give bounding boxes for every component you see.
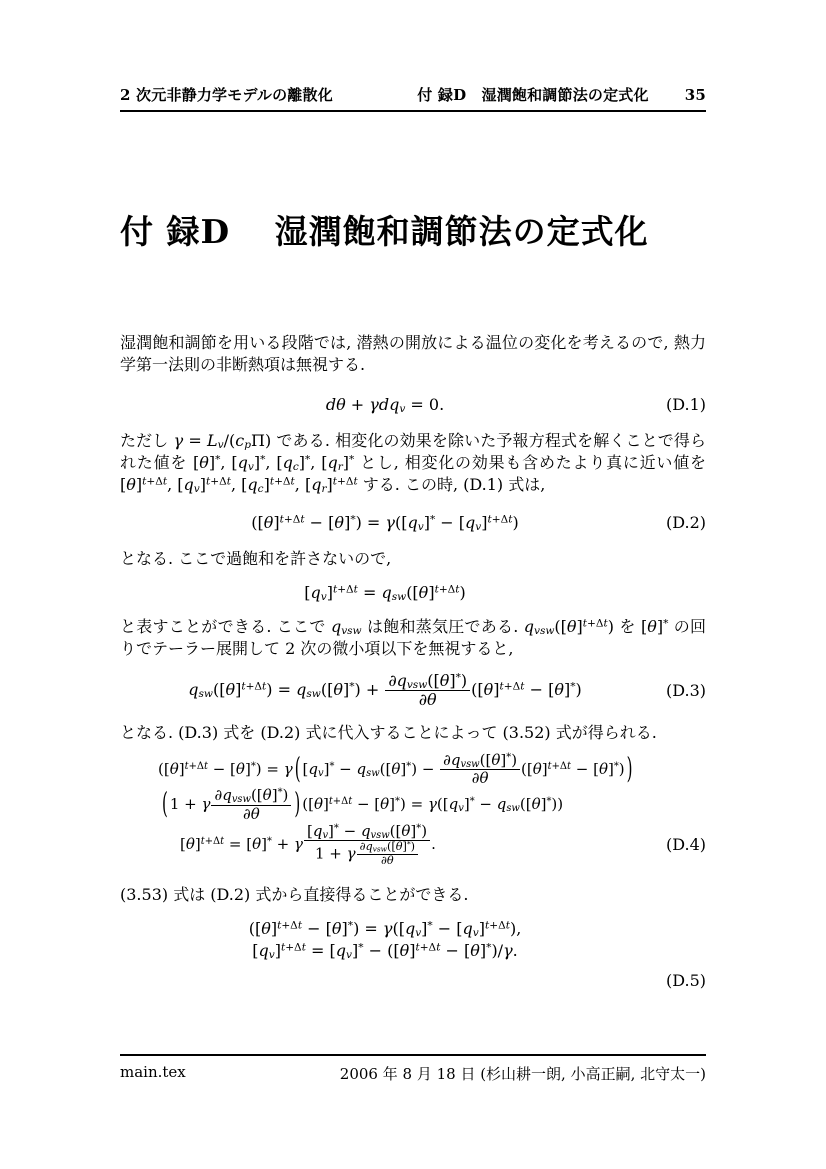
equation-d5-label-row (120, 970, 706, 992)
equation-d2-label: (D.2) (665, 513, 706, 532)
paragraph-taylor-expansion: と表すことができる. ここで $q_{vsw}$ は飽和蒸気圧である. $q_{vsw}([\theta]^{t+\Delta t})$ を [θ]* の回りでテーラー展開して 2 次の微小項以下を無視すると, (120, 617, 706, 658)
equation-d5-line2 (120, 940, 706, 962)
equation-d2 (120, 512, 706, 534)
equation-d1-label: (D.1) (665, 395, 706, 414)
equation-saturation-body: $[q_v]^{t+\Delta t} = q_{sw}([\theta]^{t+\Delta t})$ (304, 583, 466, 604)
equation-d5-line1 (120, 918, 706, 940)
appendix-title-text: 湿潤飽和調節法の定式化 (274, 212, 649, 251)
equation-d4-line2-body: ( 1 + γ $\frac{\partial q_{vsw}([\theta]^*)}{\partial\theta}$ ) $([\theta]^{t+\Delta t} - [\theta]^*) = \gamma([q_v]^* - q_{sw}([\theta]^*))$ (162, 786, 564, 823)
appendix-title (120, 206, 649, 253)
equation-d5-line2-body: $[q_v]^{t+\Delta t} = [q_v]^* - ([\theta]^{t+\Delta t} - [\theta]^*)/\gamma$. (252, 940, 518, 962)
running-header (120, 84, 706, 112)
equation-d4-line1-body: $([\theta]^{t+\Delta t} - [\theta]^*) = \gamma$ ( $[q_v]^* - q_{sw}([\theta]^*)$ − $\frac{\partial q_{vsw}([\theta]^*)}{\partial\theta}$ $([\theta]^{t+\Delta t} - [\theta]^*)$ ) (158, 750, 633, 788)
equation-d4-line1 (120, 752, 706, 788)
paragraph-substitution: となる. (D.3) 式を (D.2) 式に代入することによって (3.52) 式が得られる. (120, 722, 657, 742)
body-column (120, 332, 706, 992)
paragraph-gamma-definition: ただし $\gamma = L_v/(c_p\Pi)$ である. 相変化の効果を除いた予報方程式を解くことで得られた値を [θ]*, $[q_v]^*$, $[q_c]^*$, $[q_r]^*$ とし, 相変化の効果も含めたより真に近い値を $[\theta]^{t+\Delta t}$, $[q_v]^{t+\Delta t}$, $[q_c]^{t+\Delta t}$, $[q_r]^{t+\Delta t}$ する. この時, (D.1) 式は, (120, 431, 707, 496)
header-chapter-left: 2 次元非静力学モデルの離散化 (120, 86, 333, 104)
equation-d1-body: dθ + γdq$_v$ = 0. (325, 395, 445, 416)
equation-d5-label: (D.5) (665, 970, 706, 990)
equation-d4-line3-body: $[\theta]^{t+\Delta t} = [\theta]^* + \gamma$ $[q_v]^* - q_{vsw}([\theta]^*)$ 1 + γ $\frac{\partial q_{vsw}([\theta]^*)}{\partial\theta}$ . (180, 821, 436, 867)
paragraph-intro: 湿潤飽和調節を用いる段階では, 潜熱の開放による温位の変化を考えるので, 熱力学第一法則の非断熱項は無視する. (120, 333, 706, 374)
appendix-label: 付 録D (120, 212, 231, 251)
page-footer (120, 1054, 706, 1084)
equation-d2-body: $([\theta]^{t+\Delta t} - [\theta]^*) = \gamma([q_v]^* - [q_v]^{t+\Delta t})$ (251, 513, 519, 534)
equation-d5-line1-body: $([\theta]^{t+\Delta t} - [\theta]^*) = \gamma([q_v]^* - [q_v]^{t+\Delta t})$, (248, 918, 522, 940)
equation-d4-line2 (120, 787, 706, 823)
equation-d4-label: (D.4) (665, 835, 706, 855)
paragraph-supersaturation: となる. ここで過飽和を許さないので, (120, 549, 392, 568)
paragraph-direct-derivation: (3.53) 式は (D.2) 式から直接得ることができる. (120, 884, 469, 904)
equation-d1 (120, 394, 706, 416)
equation-d3 (120, 672, 706, 710)
equation-d3-body: $q_{sw}([\theta]^{t+\Delta t}) = q_{sw}([\theta]^*)$ + $\frac{\partial q_{vsw}([\theta]^*)}{\partial\theta}$ $([\theta]^{t+\Delta t} - [\theta]^*)$ (188, 671, 582, 710)
footer-date-authors: 2006 年 8 月 18 日 (杉山耕一朗, 小高正嗣, 北守太一) (339, 1065, 706, 1083)
equation-d4-line3 (120, 823, 706, 868)
page-number: 35 (684, 86, 706, 104)
equation-saturation (120, 582, 706, 604)
equation-d3-label: (D.3) (665, 680, 706, 700)
header-appendix-title: 付 録D 湿潤飽和調節法の定式化 (417, 86, 649, 104)
footer-filename: main.tex (120, 1063, 186, 1081)
